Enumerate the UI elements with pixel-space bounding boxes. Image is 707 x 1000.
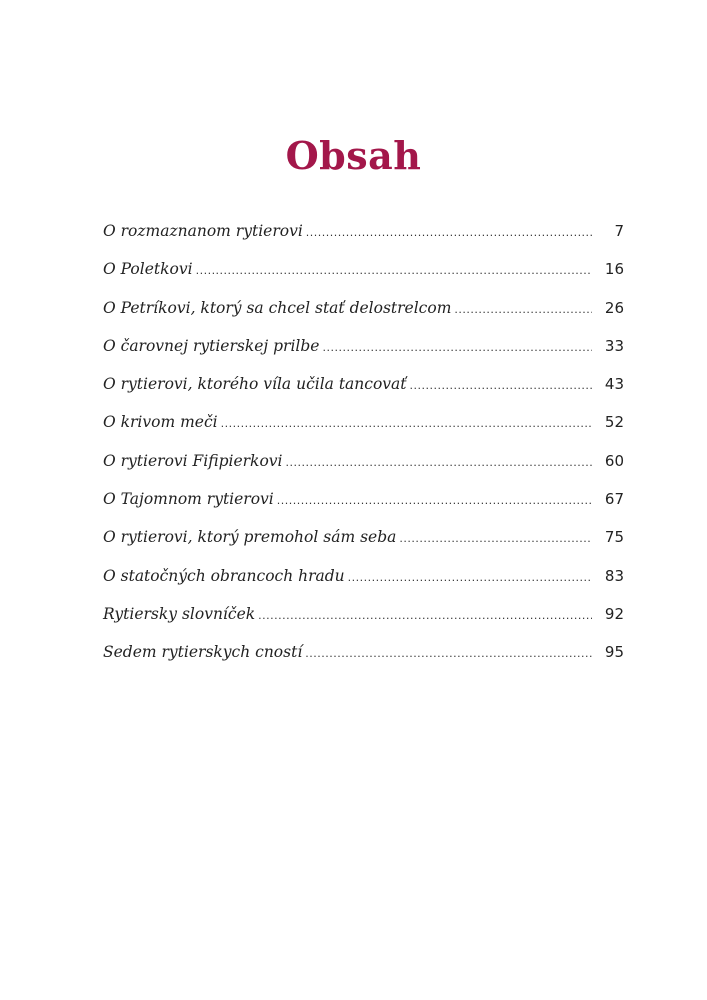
toc-entry	[103, 442, 624, 480]
dot-leader	[306, 214, 592, 252]
toc-entry-title: Rytiersky slovníček	[103, 604, 256, 623]
toc-entry-title: O rytierovi Fifipierkovi	[103, 451, 283, 470]
toc-entry-page-number: 60	[604, 451, 624, 470]
toc-entry-page-number: 26	[604, 298, 624, 317]
toc-entry-page-number: 92	[604, 604, 624, 623]
toc-entry	[103, 365, 624, 403]
toc-entry-page-number: 7	[614, 222, 624, 240]
toc-entry-title: O krivom meči	[103, 413, 218, 432]
toc-entry-title: O čarovnej rytierskej prilbe	[103, 336, 320, 355]
toc-entry	[103, 212, 624, 250]
toc-entry	[103, 633, 624, 671]
toc-entry-page-number: 33	[604, 336, 624, 355]
toc-entry-title: O Tajomnom rytierovi	[103, 490, 274, 509]
dot-leader	[258, 597, 592, 635]
dot-leader	[286, 444, 593, 482]
toc-entry-title: O rytierovi, ktorý premohol sám seba	[103, 528, 397, 547]
page-title: Obsah	[285, 133, 422, 179]
toc-entry-title: O rozmaznanom rytierovi	[103, 222, 303, 240]
toc-entry	[103, 595, 624, 633]
dot-leader	[410, 367, 592, 405]
toc-entry-page-number: 52	[604, 413, 624, 432]
toc-entry-page-number: 95	[604, 643, 624, 662]
toc-entry-title: O Petríkovi, ktorý sa chcel stať delostrelcom	[103, 298, 452, 317]
toc-entry-title: Sedem rytierskych cností	[103, 643, 303, 662]
dot-leader	[196, 252, 592, 290]
toc-entry-title: O statočných obrancoch hradu	[103, 566, 345, 585]
dot-leader	[322, 329, 592, 367]
toc-entry	[103, 480, 624, 518]
toc-entry	[103, 289, 624, 327]
toc-entry-page-number: 43	[604, 375, 624, 394]
toc-entry-page-number: 16	[604, 260, 624, 279]
toc-entry	[103, 518, 624, 556]
dot-leader	[221, 405, 592, 443]
toc-entry	[103, 403, 624, 441]
dot-leader	[348, 559, 592, 597]
toc-entry	[103, 327, 624, 365]
toc-entry-page-number: 67	[604, 490, 624, 509]
toc-entry-page-number: 75	[604, 528, 624, 547]
toc-entry-page-number: 83	[604, 566, 624, 585]
dot-leader	[305, 635, 592, 673]
toc-entry-title: O Poletkovi	[103, 260, 193, 279]
table-of-contents	[103, 212, 624, 672]
dot-leader	[399, 520, 592, 558]
dot-leader	[454, 291, 592, 329]
toc-entry-title: O rytierovi, ktorého víla učila tancovať	[103, 375, 407, 394]
toc-entry	[103, 557, 624, 595]
dot-leader	[277, 482, 592, 520]
toc-entry	[103, 250, 624, 288]
